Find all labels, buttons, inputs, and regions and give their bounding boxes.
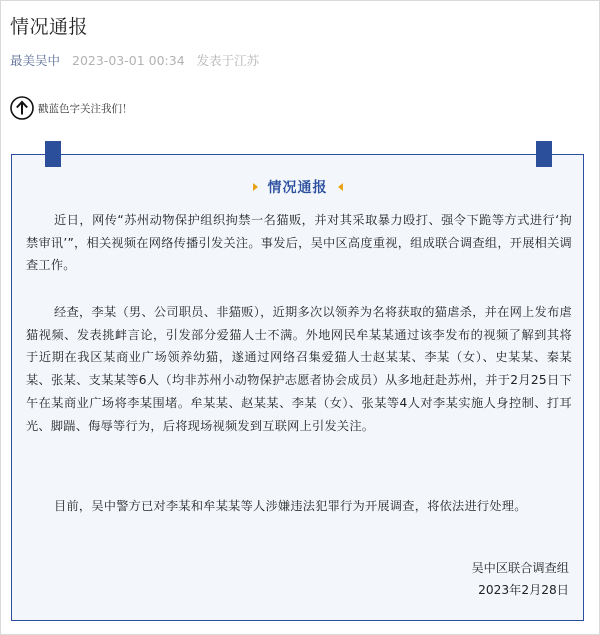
publish-location: 发表于江苏 [196, 53, 260, 68]
signature-org: 吴中区联合调查组 [471, 561, 569, 575]
author-link[interactable]: 最美吴中 [10, 53, 61, 68]
triangle-right-icon [253, 183, 258, 191]
notice-paragraph-1: 近日，网传“苏州动物保护组织拘禁一名猫贩，并对其采取暴力殴打、强令下跪等方式进行‘拘禁审讯’”，相关视频在网络传播引发关注。事发后，吴中区高度重视，组成联合调查组，开展相关调查工作。 [26, 213, 572, 273]
arrow-up-circle-icon [10, 96, 34, 120]
page-title: 情况通报 [10, 16, 89, 38]
notice-card [11, 154, 584, 621]
notice-paragraph-2: 经查，李某（男、公司职员、非猫贩），近期多次以领养为名将获取的猫虐杀，并在网上发布虐猫视频、发表挑衅言论，引发部分爱猫人士不满。外地网民牟某某通过该李发布的视频了解到其将于近期在我区某商业广场领养幼猫，遂通过网络召集爱猫人士赵某某、李某（女）、史某某、秦某某、张某、支某某等6人（均非苏州小动物保护志愿者协会成员）从多地赶赴苏州，并于2月25日下午在某商业广场将李某围堵。牟某某、赵某某、李某（女）、张某等4人对李某实施人身控制、打耳光、脚踹、侮辱等行为，后将现场视频发到互联网上引发关注。 [26, 305, 572, 433]
follow-prompt[interactable] [10, 95, 133, 121]
signature-date: 2023年2月28日 [478, 583, 569, 597]
notice-heading [12, 177, 583, 197]
article-meta [10, 51, 259, 69]
publish-time: 2023-03-01 00:34 [72, 53, 185, 68]
triangle-left-icon [338, 183, 343, 191]
card-tab-left [45, 141, 61, 167]
notice-heading-text: 情况通报 [267, 180, 328, 196]
card-tab-right [536, 141, 552, 167]
notice-paragraph-3: 目前，吴中警方已对李某和牟某某等人涉嫌违法犯罪行为开展调查，将依法进行处理。 [54, 499, 527, 513]
follow-text: 戳蓝色字关注我们！ [38, 102, 133, 115]
